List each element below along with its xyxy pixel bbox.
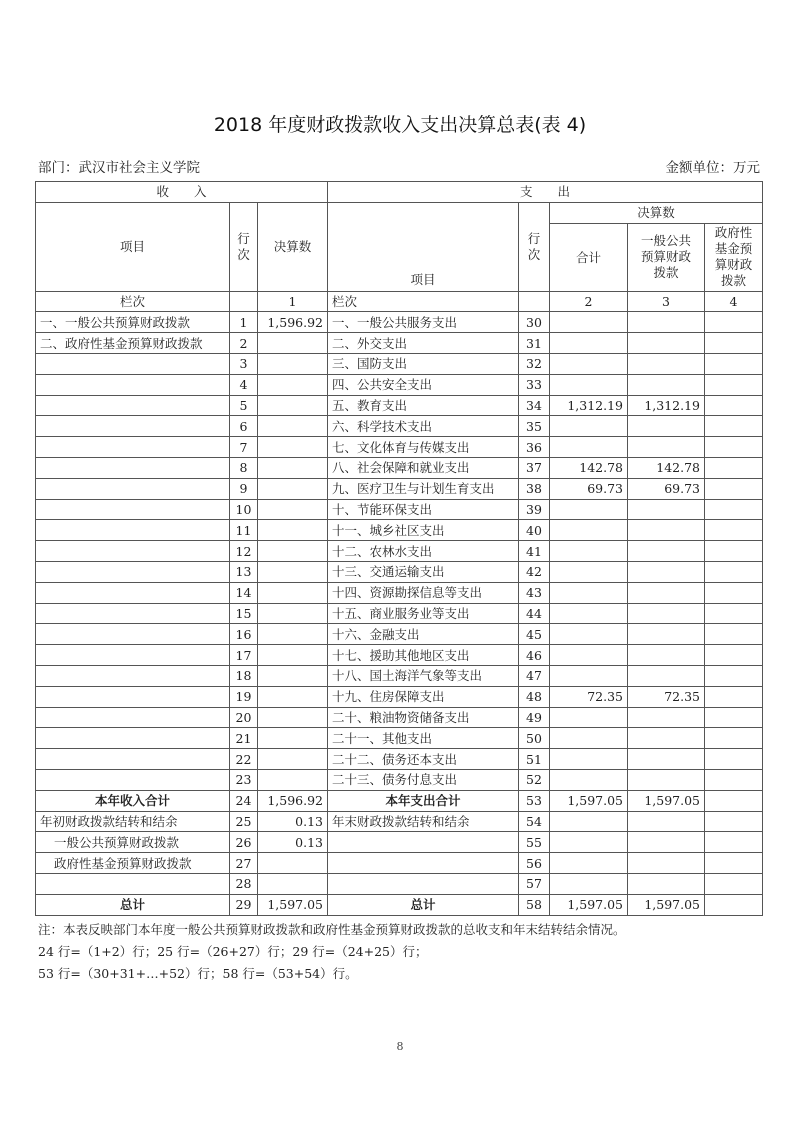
expense-general-cell <box>628 353 705 374</box>
group-header-row <box>36 182 763 203</box>
expense-fund-cell <box>705 333 763 354</box>
income-row-no-cell: 28 <box>230 873 258 894</box>
income-amount-cell <box>258 645 328 666</box>
income-item-cell <box>36 520 230 541</box>
expense-total-cell: 142.78 <box>550 457 628 478</box>
expense-fund-cell <box>705 416 763 437</box>
expense-general-cell <box>628 437 705 458</box>
expense-total-cell <box>550 312 628 333</box>
expense-row-no-text: 行次 <box>527 230 541 262</box>
table-row <box>36 811 763 832</box>
expense-total-cell <box>550 707 628 728</box>
income-row-no-cell: 1 <box>230 312 258 333</box>
expense-general-cell <box>628 707 705 728</box>
expense-general-cell <box>628 520 705 541</box>
expense-general-cell: 1,597.05 <box>628 790 705 811</box>
income-row-no-cell: 10 <box>230 499 258 520</box>
expense-row-no-cell: 54 <box>519 811 550 832</box>
income-row-no-cell: 19 <box>230 686 258 707</box>
expense-general-cell <box>628 811 705 832</box>
table-row <box>36 603 763 624</box>
expense-total-cell: 69.73 <box>550 478 628 499</box>
income-item-cell <box>36 478 230 499</box>
expense-row-no-cell: 40 <box>519 520 550 541</box>
expense-row-no-cell: 53 <box>519 790 550 811</box>
expense-item-cell: 九、医疗卫生与计划生育支出 <box>328 478 519 499</box>
expense-general-cell: 1,312.19 <box>628 395 705 416</box>
income-row-no-cell: 12 <box>230 541 258 562</box>
expense-total-cell <box>550 873 628 894</box>
income-amount-cell <box>258 728 328 749</box>
expense-fund-cell <box>705 541 763 562</box>
expense-row-no-cell: 45 <box>519 624 550 645</box>
note-line: 53 行=（30+31+…+52）行；58 行=（53+54）行。 <box>38 966 358 981</box>
expense-total-cell <box>550 353 628 374</box>
expense-row-no-cell: 56 <box>519 853 550 874</box>
expense-total-cell <box>550 416 628 437</box>
income-row-no-cell: 7 <box>230 437 258 458</box>
expense-general-cell: 69.73 <box>628 478 705 499</box>
expense-item-header: 项目 <box>328 202 519 291</box>
expense-item-cell: 八、社会保障和就业支出 <box>328 457 519 478</box>
expense-item-cell: 年末财政拨款结转和结余 <box>328 811 519 832</box>
table-row <box>36 499 763 520</box>
expense-total-cell <box>550 582 628 603</box>
expense-col-4: 4 <box>705 291 763 312</box>
expense-item-cell: 一、一般公共服务支出 <box>328 312 519 333</box>
income-amount-cell <box>258 478 328 499</box>
income-amount-cell: 1,597.05 <box>258 894 328 915</box>
expense-total-cell <box>550 728 628 749</box>
table-row <box>36 686 763 707</box>
expense-total-cell <box>550 520 628 541</box>
general-budget-text: 一般公共预算财政拨款 <box>640 233 691 281</box>
income-amount-cell <box>258 541 328 562</box>
expense-total-cell <box>550 853 628 874</box>
expense-general-cell: 142.78 <box>628 457 705 478</box>
expense-general-cell <box>628 624 705 645</box>
expense-col-2: 2 <box>550 291 628 312</box>
expense-row-no-cell: 34 <box>519 395 550 416</box>
expense-item-cell: 十七、援助其他地区支出 <box>328 645 519 666</box>
income-row-no-cell: 25 <box>230 811 258 832</box>
income-item-cell: 一般公共预算财政拨款 <box>36 832 230 853</box>
income-item-cell: 总计 <box>36 894 230 915</box>
income-amount-cell: 0.13 <box>258 811 328 832</box>
income-amount-cell <box>258 416 328 437</box>
expense-fund-cell <box>705 686 763 707</box>
income-item-cell <box>36 603 230 624</box>
table-row <box>36 832 763 853</box>
department-label: 部门：武汉市社会主义学院 <box>38 160 200 176</box>
expense-general-cell: 72.35 <box>628 686 705 707</box>
income-item-cell <box>36 769 230 790</box>
expense-item-cell: 二十一、其他支出 <box>328 728 519 749</box>
note-line: 24 行=（1+2）行；25 行=（26+27）行；29 行=（24+25）行； <box>38 944 428 959</box>
expense-item-cell: 十一、城乡社区支出 <box>328 520 519 541</box>
expense-row-no-header <box>519 202 550 291</box>
budget-table <box>35 181 763 916</box>
income-amount-cell <box>258 749 328 770</box>
income-amount-cell <box>258 582 328 603</box>
expense-fund-cell <box>705 728 763 749</box>
expense-total-cell <box>550 499 628 520</box>
expense-fund-cell <box>705 873 763 894</box>
total-header: 合计 <box>550 223 628 291</box>
expense-item-cell <box>328 853 519 874</box>
income-amount-cell <box>258 853 328 874</box>
expense-general-cell <box>628 832 705 853</box>
expense-fund-cell <box>705 312 763 333</box>
expense-item-cell <box>328 873 519 894</box>
income-row-no-cell: 20 <box>230 707 258 728</box>
expense-item-cell: 二十三、债务付息支出 <box>328 769 519 790</box>
expense-total-cell <box>550 749 628 770</box>
expense-item-cell: 十二、农林水支出 <box>328 541 519 562</box>
table-row <box>36 873 763 894</box>
income-amount-cell <box>258 686 328 707</box>
page-title: 2018 年度财政拨款收入支出决算总表(表 4) <box>213 114 587 136</box>
expense-total-cell <box>550 437 628 458</box>
income-item-cell <box>36 499 230 520</box>
table-row <box>36 749 763 770</box>
expense-total-cell: 1,312.19 <box>550 395 628 416</box>
table-row <box>36 395 763 416</box>
expense-item-cell: 六、科学技术支出 <box>328 416 519 437</box>
expense-row-no-cell: 50 <box>519 728 550 749</box>
income-item-cell <box>36 582 230 603</box>
expense-row-no-cell: 37 <box>519 457 550 478</box>
final-amount-group-header: 决算数 <box>550 202 763 223</box>
expense-item-cell: 二、外交支出 <box>328 333 519 354</box>
column-index-row <box>36 291 763 312</box>
income-row-no-header <box>230 202 258 291</box>
expense-col-label: 栏次 <box>328 291 519 312</box>
expense-item-cell <box>328 832 519 853</box>
income-amount-cell <box>258 333 328 354</box>
expense-item-cell: 五、教育支出 <box>328 395 519 416</box>
income-row-no-cell: 8 <box>230 457 258 478</box>
income-amount-cell <box>258 603 328 624</box>
income-amount-cell: 1,596.92 <box>258 312 328 333</box>
expense-fund-cell <box>705 832 763 853</box>
income-amount-cell <box>258 520 328 541</box>
expense-fund-cell <box>705 478 763 499</box>
income-item-cell: 本年收入合计 <box>36 790 230 811</box>
expense-total-cell <box>550 541 628 562</box>
expense-fund-cell <box>705 520 763 541</box>
income-item-cell: 二、政府性基金预算财政拨款 <box>36 333 230 354</box>
table-row <box>36 561 763 582</box>
table-row <box>36 582 763 603</box>
expense-row-no-cell: 32 <box>519 353 550 374</box>
expense-row-no-cell: 47 <box>519 665 550 686</box>
table-row <box>36 894 763 915</box>
expense-general-cell <box>628 769 705 790</box>
income-item-cell <box>36 665 230 686</box>
expense-general-cell <box>628 728 705 749</box>
income-row-no-cell: 26 <box>230 832 258 853</box>
expense-row-no-cell: 36 <box>519 437 550 458</box>
expense-total-cell <box>550 769 628 790</box>
income-item-cell <box>36 416 230 437</box>
table-row <box>36 333 763 354</box>
gov-fund-text: 政府性基金预算财政拨款 <box>714 225 753 289</box>
expense-item-cell: 十八、国土海洋气象等支出 <box>328 665 519 686</box>
expense-total-cell: 1,597.05 <box>550 790 628 811</box>
expense-general-cell <box>628 645 705 666</box>
table-row <box>36 790 763 811</box>
income-row-no-cell: 27 <box>230 853 258 874</box>
expense-total-cell <box>550 561 628 582</box>
expense-item-cell: 七、文化体育与传媒支出 <box>328 437 519 458</box>
expense-group-header: 支 出 <box>328 182 763 203</box>
expense-item-cell: 二十、粮油物资储备支出 <box>328 707 519 728</box>
expense-fund-cell <box>705 395 763 416</box>
table-row <box>36 478 763 499</box>
expense-total-cell <box>550 374 628 395</box>
table-row <box>36 665 763 686</box>
expense-item-cell: 十、节能环保支出 <box>328 499 519 520</box>
expense-fund-cell <box>705 769 763 790</box>
expense-general-cell <box>628 333 705 354</box>
expense-total-cell <box>550 333 628 354</box>
unit-label: 金额单位：万元 <box>665 160 760 176</box>
expense-fund-cell <box>705 707 763 728</box>
income-row-no-cell: 22 <box>230 749 258 770</box>
income-row-no-cell: 9 <box>230 478 258 499</box>
expense-fund-cell <box>705 790 763 811</box>
table-row <box>36 769 763 790</box>
table-row <box>36 374 763 395</box>
income-amount-cell <box>258 561 328 582</box>
table-row <box>36 520 763 541</box>
table-row <box>36 645 763 666</box>
expense-fund-cell <box>705 561 763 582</box>
income-item-cell <box>36 353 230 374</box>
expense-row-no-cell: 51 <box>519 749 550 770</box>
income-item-cell <box>36 728 230 749</box>
expense-fund-cell <box>705 853 763 874</box>
income-item-cell <box>36 707 230 728</box>
expense-row-no-cell: 49 <box>519 707 550 728</box>
expense-item-cell: 本年支出合计 <box>328 790 519 811</box>
expense-item-cell: 三、国防支出 <box>328 353 519 374</box>
gov-fund-header <box>705 223 763 291</box>
income-col-rowno-blank <box>230 291 258 312</box>
income-row-no-cell: 23 <box>230 769 258 790</box>
income-amount-header: 决算数 <box>258 202 328 291</box>
expense-col-rowno-blank <box>519 291 550 312</box>
income-amount-cell <box>258 374 328 395</box>
expense-general-cell <box>628 541 705 562</box>
table-row <box>36 707 763 728</box>
income-row-no-cell: 14 <box>230 582 258 603</box>
expense-row-no-cell: 42 <box>519 561 550 582</box>
income-item-cell <box>36 645 230 666</box>
table-row <box>36 416 763 437</box>
income-row-no-cell: 3 <box>230 353 258 374</box>
table-row <box>36 728 763 749</box>
expense-item-cell: 十六、金融支出 <box>328 624 519 645</box>
income-item-cell <box>36 624 230 645</box>
expense-row-no-cell: 33 <box>519 374 550 395</box>
expense-fund-cell <box>705 437 763 458</box>
expense-total-cell <box>550 811 628 832</box>
income-amount-cell <box>258 395 328 416</box>
expense-general-cell <box>628 665 705 686</box>
table-row <box>36 457 763 478</box>
expense-fund-cell <box>705 624 763 645</box>
expense-row-no-cell: 43 <box>519 582 550 603</box>
expense-row-no-cell: 55 <box>519 832 550 853</box>
expense-item-cell: 四、公共安全支出 <box>328 374 519 395</box>
expense-general-cell <box>628 582 705 603</box>
income-col-label: 栏次 <box>36 291 230 312</box>
expense-general-cell <box>628 853 705 874</box>
expense-total-cell <box>550 645 628 666</box>
expense-general-cell <box>628 416 705 437</box>
expense-fund-cell <box>705 811 763 832</box>
expense-item-cell: 十三、交通运输支出 <box>328 561 519 582</box>
income-amount-cell <box>258 499 328 520</box>
income-item-cell: 政府性基金预算财政拨款 <box>36 853 230 874</box>
expense-row-no-cell: 44 <box>519 603 550 624</box>
expense-general-cell <box>628 499 705 520</box>
income-row-no-cell: 29 <box>230 894 258 915</box>
income-amount-cell <box>258 769 328 790</box>
expense-row-no-cell: 46 <box>519 645 550 666</box>
expense-total-cell <box>550 832 628 853</box>
income-row-no-cell: 13 <box>230 561 258 582</box>
income-item-cell <box>36 561 230 582</box>
page-number: 8 <box>396 1040 404 1053</box>
column-header-row-1 <box>36 202 763 223</box>
expense-row-no-cell: 52 <box>519 769 550 790</box>
expense-row-no-cell: 38 <box>519 478 550 499</box>
expense-fund-cell <box>705 665 763 686</box>
expense-fund-cell <box>705 499 763 520</box>
expense-general-cell <box>628 374 705 395</box>
income-group-header: 收 入 <box>36 182 328 203</box>
expense-row-no-cell: 31 <box>519 333 550 354</box>
expense-general-cell <box>628 561 705 582</box>
income-item-cell: 年初财政拨款结转和结余 <box>36 811 230 832</box>
expense-fund-cell <box>705 457 763 478</box>
income-amount-cell <box>258 437 328 458</box>
expense-total-cell <box>550 603 628 624</box>
expense-item-cell: 二十二、债务还本支出 <box>328 749 519 770</box>
expense-item-cell: 十四、资源勘探信息等支出 <box>328 582 519 603</box>
income-amount-cell: 0.13 <box>258 832 328 853</box>
income-item-cell <box>36 749 230 770</box>
income-item-cell <box>36 873 230 894</box>
income-item-cell: 一、一般公共预算财政拨款 <box>36 312 230 333</box>
income-row-no-cell: 11 <box>230 520 258 541</box>
expense-fund-cell <box>705 749 763 770</box>
table-row <box>36 353 763 374</box>
income-amount-cell <box>258 873 328 894</box>
expense-fund-cell <box>705 894 763 915</box>
income-row-no-cell: 5 <box>230 395 258 416</box>
income-amount-cell <box>258 624 328 645</box>
income-row-no-cell: 24 <box>230 790 258 811</box>
expense-general-cell <box>628 749 705 770</box>
expense-row-no-cell: 41 <box>519 541 550 562</box>
expense-total-cell: 1,597.05 <box>550 894 628 915</box>
income-amount-cell <box>258 707 328 728</box>
expense-fund-cell <box>705 603 763 624</box>
income-amount-cell: 1,596.92 <box>258 790 328 811</box>
income-row-no-cell: 2 <box>230 333 258 354</box>
income-row-no-cell: 21 <box>230 728 258 749</box>
expense-total-cell <box>550 624 628 645</box>
expense-general-cell: 1,597.05 <box>628 894 705 915</box>
income-col-1: 1 <box>258 291 328 312</box>
income-item-header: 项目 <box>36 202 230 291</box>
income-item-cell <box>36 395 230 416</box>
income-row-no-cell: 17 <box>230 645 258 666</box>
income-item-cell <box>36 374 230 395</box>
income-amount-cell <box>258 457 328 478</box>
income-amount-cell <box>258 665 328 686</box>
expense-item-cell: 十九、住房保障支出 <box>328 686 519 707</box>
expense-general-cell <box>628 873 705 894</box>
expense-fund-cell <box>705 353 763 374</box>
income-item-cell <box>36 541 230 562</box>
income-row-no-text: 行次 <box>237 230 250 262</box>
expense-fund-cell <box>705 645 763 666</box>
table-row <box>36 312 763 333</box>
expense-item-cell: 总计 <box>328 894 519 915</box>
expense-col-3: 3 <box>628 291 705 312</box>
expense-fund-cell <box>705 582 763 603</box>
expense-general-cell <box>628 603 705 624</box>
general-budget-header <box>628 223 705 291</box>
expense-row-no-cell: 58 <box>519 894 550 915</box>
table-row <box>36 541 763 562</box>
notes <box>38 919 626 985</box>
expense-row-no-cell: 57 <box>519 873 550 894</box>
expense-row-no-cell: 35 <box>519 416 550 437</box>
expense-item-cell: 十五、商业服务业等支出 <box>328 603 519 624</box>
expense-row-no-cell: 39 <box>519 499 550 520</box>
expense-row-no-cell: 30 <box>519 312 550 333</box>
income-item-cell <box>36 457 230 478</box>
expense-fund-cell <box>705 374 763 395</box>
income-row-no-cell: 18 <box>230 665 258 686</box>
expense-general-cell <box>628 312 705 333</box>
table-row <box>36 853 763 874</box>
expense-row-no-cell: 48 <box>519 686 550 707</box>
income-item-cell <box>36 686 230 707</box>
table-row <box>36 624 763 645</box>
expense-total-cell <box>550 665 628 686</box>
income-row-no-cell: 15 <box>230 603 258 624</box>
table-row <box>36 437 763 458</box>
note-line: 注：本表反映部门本年度一般公共预算财政拨款和政府性基金预算财政拨款的总收支和年末结转结余情况。 <box>38 922 626 937</box>
income-row-no-cell: 4 <box>230 374 258 395</box>
income-item-cell <box>36 437 230 458</box>
income-row-no-cell: 6 <box>230 416 258 437</box>
income-amount-cell <box>258 353 328 374</box>
expense-total-cell: 72.35 <box>550 686 628 707</box>
income-row-no-cell: 16 <box>230 624 258 645</box>
